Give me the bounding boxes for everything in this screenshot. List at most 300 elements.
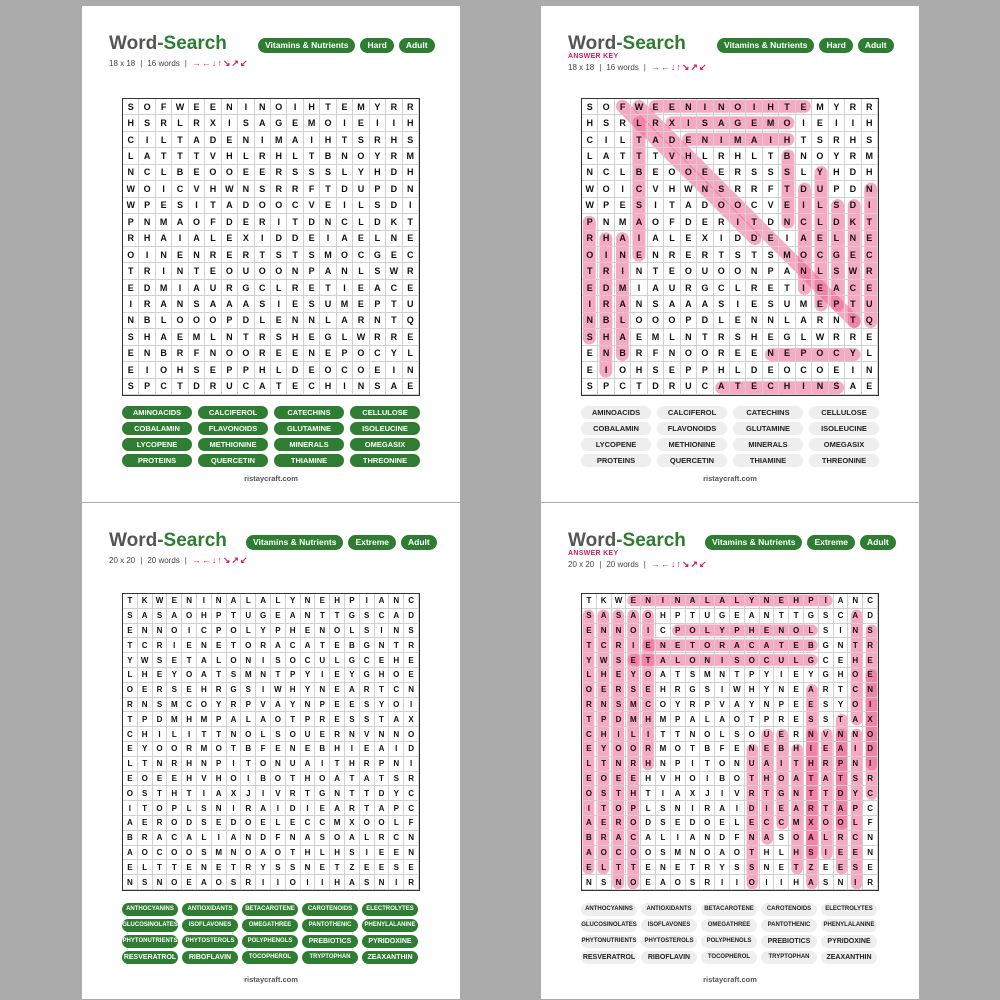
grid-cell: O [255,263,271,279]
grid-cell: D [745,801,760,816]
grid-cell: N [779,214,795,230]
grid-cell: M [626,712,641,727]
grid-cell: T [123,638,138,653]
grid-cell: I [389,742,404,757]
grid-cell: T [172,148,188,164]
grid-cell: E [664,99,680,115]
grid-cell: N [700,653,715,668]
grid-cell: C [697,379,713,395]
grid-cell: H [582,115,598,131]
grid-cell: C [238,379,254,395]
word-list-item: OMEGASIX [809,438,879,451]
grid-cell: C [167,831,182,846]
grid-cell: C [197,624,212,639]
grid-cell: R [153,638,168,653]
grid-cell: E [779,198,795,214]
grid-cell: R [255,214,271,230]
grid-cell: P [671,609,686,624]
grid-cell: H [320,379,336,395]
grid-cell: Y [353,165,369,181]
grid-cell: D [845,198,861,214]
grid-cell: O [389,668,404,683]
grid-cell: W [631,99,647,115]
grid-cell: T [686,638,701,653]
grid-cell: R [612,638,627,653]
grid-cell: T [641,786,656,801]
grid-cell: E [845,247,861,263]
grid-size: 18 x 18 [568,63,595,72]
grid-cell: C [615,379,631,395]
grid-cell: N [222,99,238,115]
grid-cell: I [403,198,419,214]
grid-cell: A [156,296,172,312]
grid-cell: S [648,296,664,312]
grid-cell: N [664,346,680,362]
grid-cell: A [664,296,680,312]
grid-cell: G [819,668,834,683]
grid-cell: X [238,231,254,247]
grid-cell: R [648,115,664,131]
grid-cell: D [612,712,627,727]
grid-cell: T [212,727,227,742]
tag-badge: Adult [399,38,435,53]
grid-cell: O [353,148,369,164]
grid-cell: D [370,214,386,230]
grid-cell: A [760,831,775,846]
grid-cell: B [804,638,819,653]
grid-cell: H [403,115,419,131]
grid-cell: O [612,801,627,816]
grid-cell: I [255,231,271,247]
grid-cell: H [714,362,730,378]
grid-cell: Y [760,683,775,698]
grid-cell: I [730,875,745,890]
grid-cell: E [386,247,402,263]
grid-cell: A [212,786,227,801]
grid-cell: P [212,609,227,624]
grid-cell: A [697,296,713,312]
grid-cell: A [197,653,212,668]
grid-cell: A [256,846,271,861]
grid-cell: L [664,231,680,247]
grid-cell: I [212,831,227,846]
grid-cell: C [612,846,627,861]
grid-cell: C [386,280,402,296]
grid-cell: E [138,816,153,831]
grid-cell: N [172,263,188,279]
word-list-item: LYCOPENE [122,438,192,451]
grid-cell: T [153,786,168,801]
grid-cell: R [697,247,713,263]
grid-cell: S [819,609,834,624]
grid-cell: R [172,346,188,362]
grid-cell: L [796,329,812,345]
grid-cell: A [615,329,631,345]
grid-cell: C [582,132,598,148]
grid-cell: E [304,280,320,296]
grid-cell: I [681,115,697,131]
grid-cell: T [375,683,390,698]
grid-cell: M [656,712,671,727]
grid-cell: U [205,280,221,296]
grid-cell: T [320,181,336,197]
grid-cell: H [182,757,197,772]
grid-cell: L [330,653,345,668]
grid-cell: E [172,329,188,345]
grid-cell: M [656,742,671,757]
grid-cell: I [648,198,664,214]
grid-cell: S [153,653,168,668]
grid-cell: T [386,313,402,329]
grid-cell: E [271,313,287,329]
word-list-item: OMEGASIX [350,438,420,451]
grid-cell: S [612,698,627,713]
grid-cell: L [403,346,419,362]
word-list-item: POLYPHENOLS [242,935,298,948]
grid-cell: F [615,99,631,115]
grid-cell: A [598,148,614,164]
grid-cell: P [760,712,775,727]
grid-cell: T [241,757,256,772]
grid-cell: T [582,712,597,727]
grid-cell: O [681,165,697,181]
grid-cell: T [386,296,402,312]
grid-cell: Y [745,698,760,713]
grid-cell: U [774,653,789,668]
grid-cell: C [597,638,612,653]
grid-cell: O [123,683,138,698]
word-list-item: RESVERATROL [122,951,178,964]
grid-cell: E [375,653,390,668]
grid-cell: P [745,668,760,683]
grid-cell: A [189,132,205,148]
title-dash: - [616,33,623,54]
grid-cell: M [241,668,256,683]
grid-cell: R [271,165,287,181]
word-list-item: AMINOACIDS [122,406,192,419]
grid-cell: T [375,712,390,727]
grid-cell: I [360,846,375,861]
grid-cell: T [582,263,598,279]
grid-cell: L [156,165,172,181]
grid-cell: H [664,181,680,197]
grid-cell: A [189,280,205,296]
grid-cell: E [582,772,597,787]
word-list-item: THIAMINE [274,454,344,467]
grid-cell: I [287,99,303,115]
word-list [122,406,420,467]
grid-cell: O [812,346,828,362]
grid-cell: U [779,296,795,312]
grid-cell: H [598,329,614,345]
grid-cell: O [139,99,155,115]
grid-cell: A [389,712,404,727]
grid-cell: E [582,624,597,639]
grid-cell: A [320,263,336,279]
grid-cell: H [345,757,360,772]
word-list-item: ANTHOCYANINS [581,903,637,916]
title-word: Word [568,33,617,54]
grid-cell: N [370,313,386,329]
grid-cell: L [287,148,303,164]
grid-cell: O [212,742,227,757]
grid-cell: C [714,280,730,296]
grid-cell: R [582,231,598,247]
grid-cell: S [360,712,375,727]
grid-cell: Y [256,624,271,639]
grid-cell: L [582,668,597,683]
grid-cell: T [271,379,287,395]
tag-badge: Vitamins & Nutrients [717,38,814,53]
grid-cell: M [763,115,779,131]
grid-cell: E [353,115,369,131]
grid-cell: N [715,668,730,683]
grid-cell: E [829,362,845,378]
grid-cell: R [612,683,627,698]
grid-cell: N [582,875,597,890]
grid-cell: T [648,263,664,279]
grid-cell: P [597,712,612,727]
grid-cell: N [189,247,205,263]
grid-cell: A [255,379,271,395]
grid-cell: O [686,772,701,787]
grid-cell: T [205,198,221,214]
grid-cell: B [715,772,730,787]
grid-cell: E [287,115,303,131]
grid-cell: L [730,280,746,296]
grid-cell: A [156,329,172,345]
grid-cell: R [582,698,597,713]
grid-cell: O [626,742,641,757]
word-list-item: MINERALS [274,438,344,451]
grid-cell: T [123,712,138,727]
grid-cell: A [172,214,188,230]
grid-cell: R [641,742,656,757]
grid-cell: A [686,594,701,609]
grid-cell: W [172,99,188,115]
grid-cell: I [631,280,647,296]
grid-cell: D [337,181,353,197]
word-list-item: CALCIFEROL [198,406,268,419]
grid-cell: C [774,816,789,831]
grid-cell: Y [745,594,760,609]
grid-cell: L [597,860,612,875]
grid-cell: L [664,329,680,345]
grid-cell: H [182,772,197,787]
grid-cell: C [353,247,369,263]
grid-cell: R [804,801,819,816]
grid-cell: C [631,181,647,197]
grid-cell: S [320,165,336,181]
grid-cell: L [370,231,386,247]
grid-cell: N [172,296,188,312]
grid-cell: P [212,712,227,727]
grid-cell: D [746,231,762,247]
grid-cell: W [582,181,598,197]
word-list-item: ELECTROLYTES [821,903,877,916]
grid-cell: L [389,816,404,831]
grid-cell: C [598,165,614,181]
grid-cell: T [626,860,641,875]
grid-cell: P [271,624,286,639]
grid-cell: N [582,165,598,181]
grid-cell: S [863,624,878,639]
grid-cell: R [238,247,254,263]
grid-cell: F [271,831,286,846]
grid-cell: E [789,638,804,653]
grid-cell: G [715,609,730,624]
grid-cell: G [819,638,834,653]
grid-cell: H [389,653,404,668]
grid-cell: O [189,214,205,230]
grid-cell: X [404,712,419,727]
grid-cell: N [139,214,155,230]
grid-cell: N [763,346,779,362]
grid-cell: I [845,362,861,378]
grid-cell: D [139,280,155,296]
grid-cell: K [597,594,612,609]
grid-cell: I [686,801,701,816]
grid-cell: I [598,362,614,378]
grid-cell: I [139,362,155,378]
grid-cell: I [763,132,779,148]
grid-cell: E [205,362,221,378]
grid-cell: S [730,860,745,875]
grid-cell: S [730,247,746,263]
grid-cell: R [375,831,390,846]
grid-cell: W [582,198,598,214]
grid-cell: R [330,727,345,742]
grid-cell: T [320,280,336,296]
grid-cell: U [286,757,301,772]
separator: | [140,556,143,565]
grid-cell: T [789,757,804,772]
grid-cell: O [598,181,614,197]
grid-cell: I [848,742,863,757]
grid-cell: O [271,99,287,115]
grid-cell: Q [403,313,419,329]
grid-cell: K [138,594,153,609]
grid-cell: S [238,115,254,131]
grid-cell: L [819,831,834,846]
word-list-item: MINERALS [733,438,803,451]
grid-cell: A [834,742,849,757]
grid-cell: R [286,786,301,801]
grid-cell: O [819,816,834,831]
grid-cell: O [796,247,812,263]
grid-cell: N [848,594,863,609]
grid-cell: N [656,638,671,653]
grid-cell: C [139,165,155,181]
grid-cell: S [829,379,845,395]
grid-cell: F [304,181,320,197]
grid-cell: N [315,624,330,639]
grid-cell: Y [301,668,316,683]
grid-cell: O [241,638,256,653]
tag-badge: Hard [819,38,852,53]
grid-cell: S [829,198,845,214]
grid-cell: O [227,772,242,787]
grid-cell: T [301,786,316,801]
grid-cell: A [345,875,360,890]
grid-cell: I [760,801,775,816]
grid-cell: T [779,181,795,197]
grid-cell: L [656,831,671,846]
grid-cell: N [337,148,353,164]
grid-cell: O [626,846,641,861]
grid-cell: H [631,362,647,378]
grid-cell: R [681,280,697,296]
grid-cell: C [848,831,863,846]
grid-cell: O [330,624,345,639]
grid-cell: S [123,609,138,624]
grid-cell: E [612,772,627,787]
grid-cell: C [863,594,878,609]
grid-cell: X [227,786,242,801]
grid-cell: A [789,801,804,816]
grid-cell: N [287,263,303,279]
grid-cell: P [598,379,614,395]
grid-cell: A [337,313,353,329]
grid-cell: I [863,757,878,772]
grid-cell: P [222,313,238,329]
grid-cell: E [760,742,775,757]
grid-cell: T [631,148,647,164]
grid-cell: I [598,247,614,263]
grid-cell: B [256,772,271,787]
grid-cell: L [123,757,138,772]
grid-cell: T [227,860,242,875]
grid-cell: I [389,875,404,890]
grid-cell: S [597,786,612,801]
grid-cell: E [182,875,197,890]
grid-cell: G [256,609,271,624]
grid-cell: C [819,653,834,668]
grid-cell: D [238,198,254,214]
grid-cell: S [656,846,671,861]
grid-cell: N [812,379,828,395]
grid-cell: O [745,875,760,890]
grid-cell: O [330,831,345,846]
grid-cell: T [845,313,861,329]
word-list-item: CAROTENOIDS [302,903,358,916]
grid-cell: N [760,860,775,875]
grid-cell: S [812,132,828,148]
grid-cell: S [241,683,256,698]
grid-cell: V [189,181,205,197]
grid-cell: H [330,594,345,609]
grid-cell: B [241,742,256,757]
grid-cell: I [730,214,746,230]
grid-cell: N [796,263,812,279]
grid-cell: A [337,231,353,247]
grid-cell: O [241,846,256,861]
grid-cell: A [597,609,612,624]
word-list-item: AMINOACIDS [581,406,651,419]
word-list-item: COBALAMIN [122,422,192,435]
word-list-item: ANTIOXIDANTS [182,903,238,916]
grid-cell: A [648,132,664,148]
grid-cell: G [320,329,336,345]
grid-cell: C [123,727,138,742]
grid-cell: H [598,231,614,247]
grid-cell: E [222,247,238,263]
grid-cell: T [700,757,715,772]
grid-cell: N [389,757,404,772]
word-list-item: CALCIFEROL [657,406,727,419]
grid-cell: H [287,329,303,345]
grid-cell: I [631,231,647,247]
